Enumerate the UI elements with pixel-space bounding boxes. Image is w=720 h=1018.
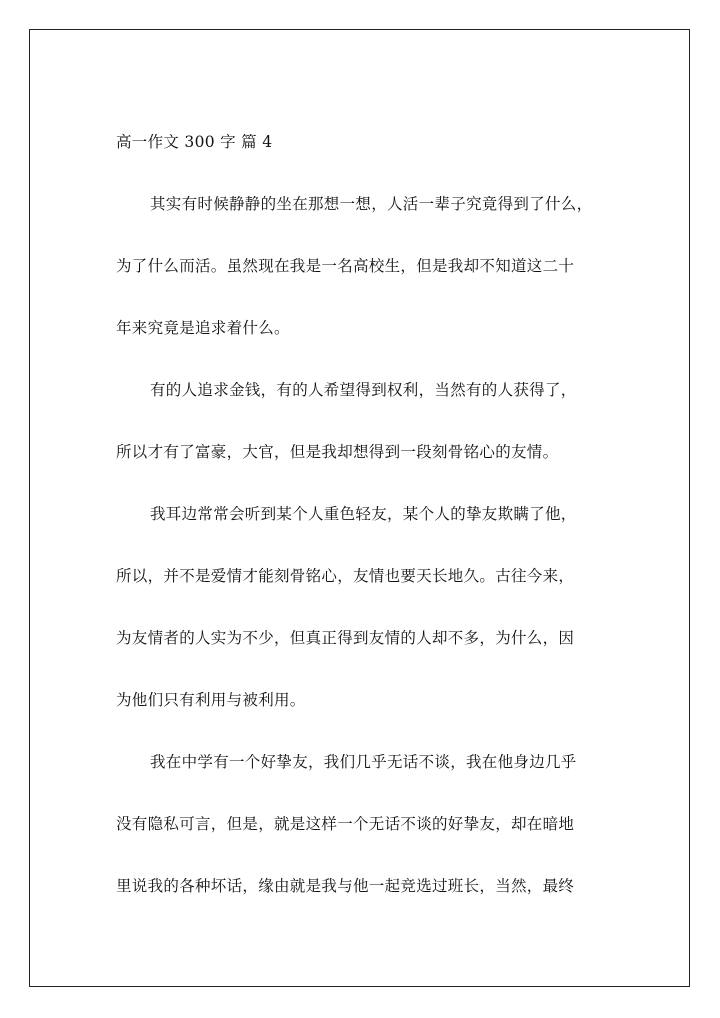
paragraph-line: 为了什么而活。虽然现在我是一名高校生，但是我却不知道这二十 xyxy=(116,257,575,275)
paragraph-line: 没有隐私可言，但是，就是这样一个无话不谈的好挚友，却在暗地 xyxy=(116,815,575,833)
paragraph-line: 为友情者的人实为不少，但真正得到友情的人却不多，为什么，因 xyxy=(116,629,575,647)
paragraph-line: 有的人追求金钱，有的人希望得到权利，当然有的人获得了， xyxy=(150,381,577,399)
paragraph-line: 里说我的各种坏话，缘由就是我与他一起竞选过班长，当然，最终 xyxy=(116,877,575,895)
document-heading: 高一作文 300 字 篇 4 xyxy=(116,133,273,151)
paragraph-line: 所以，并不是爱情才能刻骨铭心，友情也要天长地久。古往今来， xyxy=(116,567,575,585)
paragraph-line: 我在中学有一个好挚友，我们几乎无话不谈，我在他身边几乎 xyxy=(150,753,577,771)
paragraph-line: 所以才有了富豪，大官，但是我却想得到一段刻骨铭心的友情。 xyxy=(116,443,559,461)
paragraph-line: 我耳边常常会听到某个人重色轻友，某个人的挚友欺瞒了他， xyxy=(150,505,577,523)
paragraph-line: 为他们只有利用与被利用。 xyxy=(116,691,306,709)
paragraph-line: 年来究竟是追求着什么。 xyxy=(116,319,290,337)
paragraph-line: 其实有时候静静的坐在那想一想，人活一辈子究竟得到了什么， xyxy=(150,195,593,213)
